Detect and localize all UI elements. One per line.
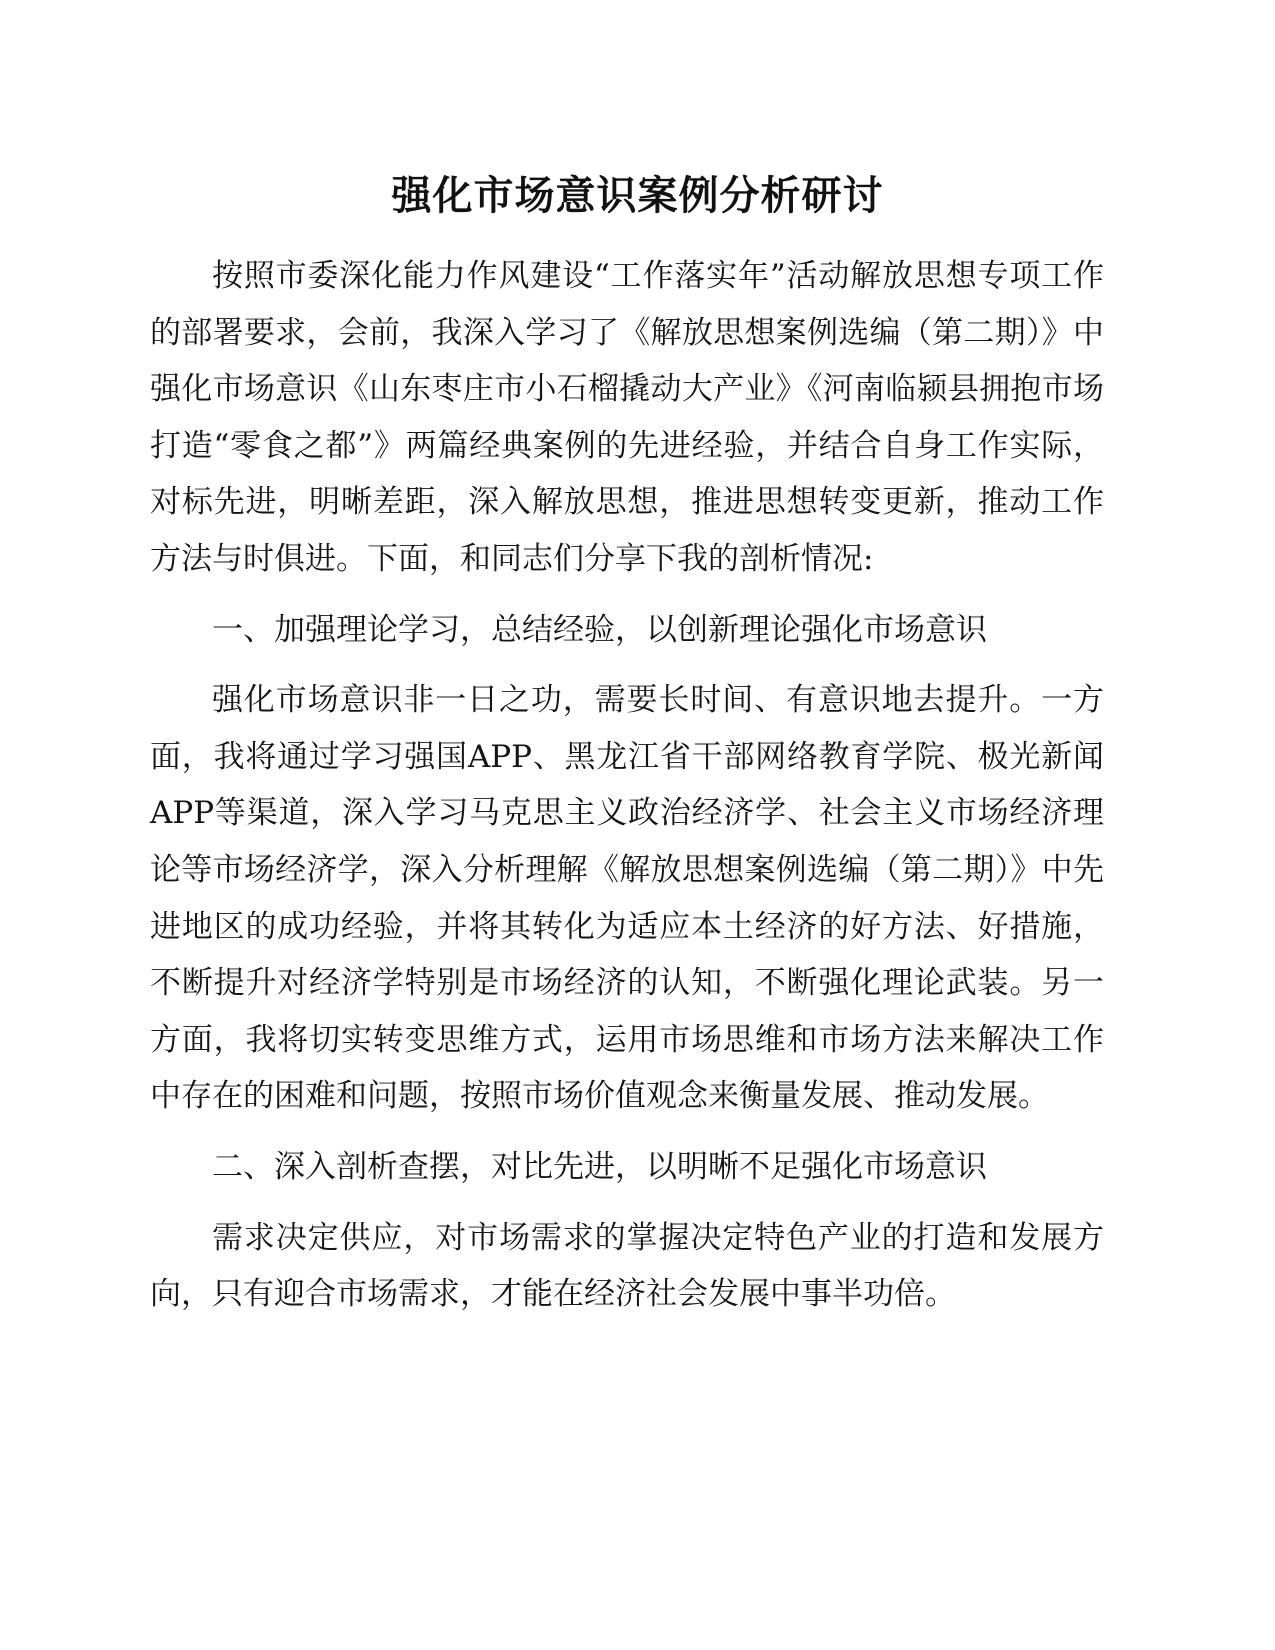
section-2-body: 需求决定供应，对市场需求的掌握决定特色产业的打造和发展方向，只有迎合市场需求，才能在经济社会发展中事半功倍。: [150, 1219, 1104, 1313]
spacer: [150, 588, 1104, 602]
spacer: [150, 1125, 1104, 1139]
section-1-heading: 一、加强理论学习，总结经验，以创新理论强化市场意识: [212, 611, 987, 648]
section-1-body: 强化市场意识非一日之功，需要长时间、有意识地去提升。一方面，我将通过学习强国APP、黑龙江省干部网络教育学院、极光新闻APP等渠道，深入学习马克思主义政治经济学、社会主义市场经济理论等市场经济学，深入分析理解《解放思想案例选编（第二期）》中先进地区的成功经验，并将其转化为适应本土经济的好方法、好措施，不断提升对经济学特别是市场经济的认知，不断强化理论武装。另一方面，我将切实转变思维方式，运用市场思维和市场方法来解决工作中存在的困难和问题，按照市场价值观念来衡量发展、推动发展。: [150, 682, 1104, 1115]
section-2-heading: 二、深入剖析查摆，对比先进，以明晰不足强化市场意识: [212, 1148, 987, 1185]
spacer: [150, 658, 1104, 672]
document-body: [150, 248, 1104, 1323]
spacer: [150, 1196, 1104, 1210]
intro-paragraph: 按照市委深化能力作风建设“工作落实年”活动解放思想专项工作的部署要求，会前，我深入学习了《解放思想案例选编（第二期）》中强化市场意识《山东枣庄市小石榴撬动大产业》《河南临颍县拥抱市场打造“零食之都”》两篇经典案例的先进经验，并结合自身工作实际，对标先进，明晰差距，深入解放思想，推进思想转变更新，推动工作方法与时俱进。下面，和同志们分享下我的剖析情况:: [150, 258, 1104, 577]
document-title: 强化市场意识案例分析研讨: [391, 173, 884, 219]
